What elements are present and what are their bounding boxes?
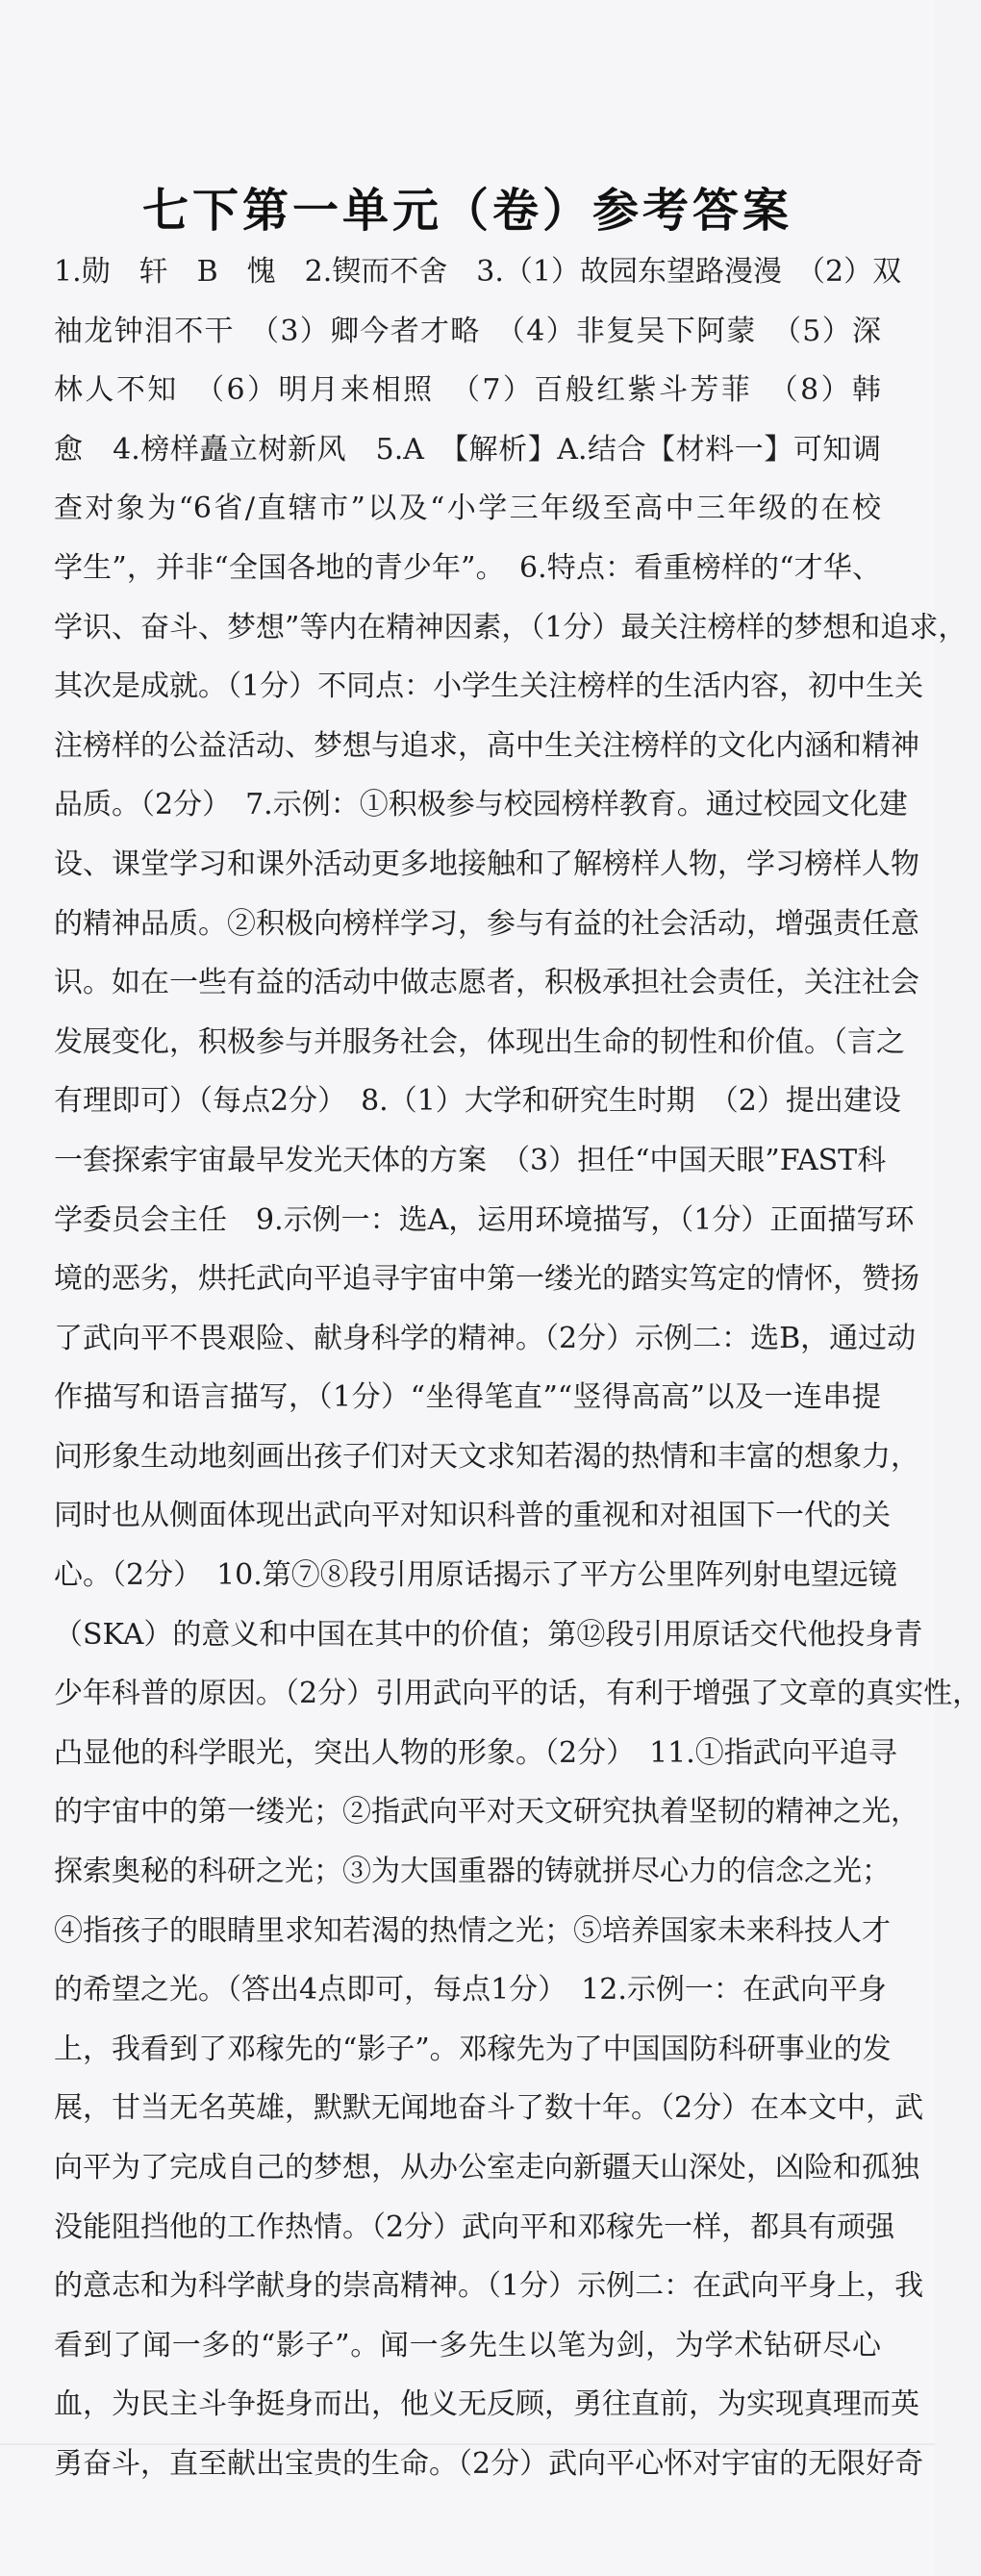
text-line: 凸显他的科学眼光，突出人物的形象。（2分） 11.①指武向平追寻: [54, 1735, 897, 1770]
text-line: 境的恶劣，烘托武向平追寻宇宙中第一缕光的踏实笃定的情怀，赞扬: [54, 1262, 919, 1297]
text-line: 设、课堂学习和课外活动更多地接触和了解榜样人物，学习榜样人物: [54, 846, 919, 881]
text-line: （SKA）的意义和中国在其中的价值；第⑫段引用原话交代他投身青: [54, 1617, 923, 1652]
text-line: 问形象生动地刻画出孩子们对天文求知若渴的热情和丰富的想象力，: [54, 1439, 919, 1474]
text-line: 没能阻挡他的工作热情。（2分）武向平和邓稼先一样，都具有顽强: [54, 2210, 895, 2244]
text-line: 1.勋 轩 B 愧 2.锲而不舍 3.（1）故园东望路漫漫 （2）双: [54, 255, 902, 289]
page-bottom-divider: [0, 2443, 935, 2445]
text-line: 查对象为“6省/直辖市”以及“小学三年级至高中三年级的在校: [54, 492, 881, 526]
text-line: 向平为了完成自己的梦想，从办公室走向新疆天山深处，凶险和孤独: [54, 2151, 919, 2185]
text-line: 学生”，并非“全国各地的青少年”。 6.特点：看重榜样的“才华、: [54, 550, 881, 585]
text-line: 其次是成就。（1分）不同点：小学生关注榜样的生活内容，初中生关: [54, 669, 924, 704]
text-line: 林人不知 （6）明月来相照 （7）百般红紫斗芳菲 （8）韩: [54, 373, 881, 408]
text-line: 看到了闻一多的“影子”。闻一多先生以笔为剑，为学术钻研尽心: [54, 2328, 881, 2362]
text-line: 一套探索宇宙最早发光天体的方案 （3）担任“中国天眼”FAST科: [54, 1143, 887, 1177]
answer-body: [54, 242, 981, 2494]
text-line: ④指孩子的眼睛里求知若渴的热情之光；⑤培养国家未来科技人才: [54, 1913, 891, 1948]
text-line: 上，我看到了邓稼先的“影子”。邓稼先为了中国国防科研事业的发: [54, 2032, 892, 2066]
page-title: 七下第一单元（卷）参考答案: [141, 184, 792, 238]
text-line: 的精神品质。②积极向榜样学习，参与有益的社会活动，增强责任意: [54, 906, 919, 941]
text-line: 少年科普的原因。（2分）引用武向平的话，有利于增强了文章的真实性，: [54, 1677, 981, 1711]
text-line: 有理即可）（每点2分） 8.（1）大学和研究生时期 （2）提出建设: [54, 1084, 901, 1119]
text-line: 同时也从侧面体现出武向平对知识科普的重视和对祖国下一代的关: [54, 1499, 891, 1533]
text-line: 注榜样的公益活动、梦想与追求，高中生关注榜样的文化内涵和精神: [54, 728, 919, 763]
text-line: 勇奋斗，直至献出宝贵的生命。（2分）武向平心怀对宇宙的无限好奇: [54, 2446, 924, 2481]
text-line: 识。如在一些有益的活动中做志愿者，积极承担社会责任，关注社会: [54, 966, 919, 1000]
text-line: 的意志和为科学献身的崇高精神。（1分）示例二：在武向平身上，我: [54, 2269, 924, 2304]
text-line: 心。（2分） 10.第⑦⑧段引用原话揭示了平方公里阵列射电望远镜: [54, 1558, 897, 1593]
text-line: 血，为民主斗争挺身而出，他义无反顾，勇往直前，为实现真理而英: [54, 2387, 919, 2422]
text-line: 品质。（2分） 7.示例：①积极参与校园榜样教育。通过校园文化建: [54, 788, 908, 822]
text-line: 了武向平不畏艰险、献身科学的精神。（2分）示例二：选B，通过动: [54, 1321, 917, 1355]
text-line: 愈 4.榜样矗立树新风 5.A 【解析】A.结合【材料一】可知调: [54, 432, 881, 467]
text-line: 作描写和语言描写，（1分）“坐得笔直”“竖得高高”以及一连串提: [54, 1380, 881, 1415]
text-line: 探索奥秘的科研之光；③为大国重器的铸就拼尽心力的信念之光；: [54, 1855, 891, 1889]
text-line: 学委员会主任 9.示例一：选A，运用环境描写，（1分）正面描写环: [54, 1202, 915, 1237]
text-line: 的宇宙中的第一缕光；②指武向平对天文研究执着坚韧的精神之光，: [54, 1795, 919, 1830]
text-line: 的希望之光。（答出4点即可，每点1分） 12.示例一：在武向平身: [54, 1973, 887, 2008]
text-line: 袖龙钟泪不干 （3）卿今者才略 （4）非复吴下阿蒙 （5）深: [54, 314, 881, 348]
text-line: 发展变化，积极参与并服务社会，体现出生命的韧性和价值。（言之: [54, 1024, 905, 1059]
text-line: 展，甘当无名英雄，默默无闻地奋斗了数十年。（2分）在本文中，武: [54, 2091, 924, 2126]
text-line: 学识、奋斗、梦想”等内在精神因素，（1分）最关注榜样的梦想和追求，: [54, 610, 968, 644]
